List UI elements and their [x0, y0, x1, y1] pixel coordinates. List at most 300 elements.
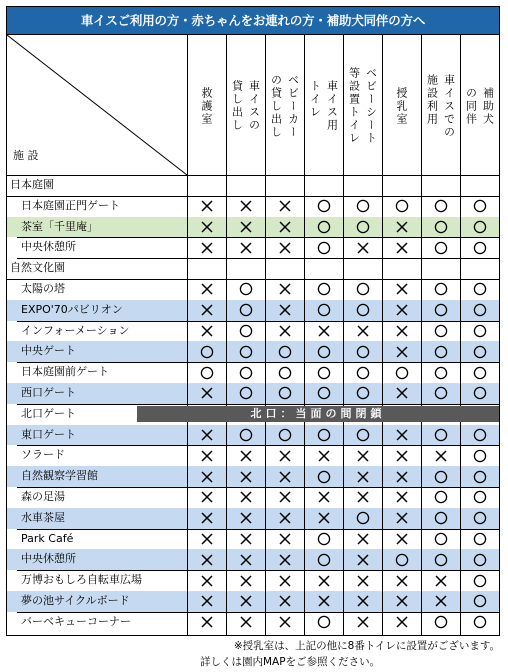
unavailable-cross-icon	[239, 199, 253, 213]
availability-cell	[460, 529, 499, 550]
availability-cell	[226, 549, 265, 570]
availability-cell	[421, 466, 460, 487]
availability-cell	[421, 445, 460, 466]
unavailable-cross-icon	[395, 282, 409, 296]
available-circle-icon	[317, 386, 331, 400]
availability-cell	[265, 445, 304, 466]
availability-cell	[187, 466, 226, 487]
availability-cell	[226, 508, 265, 529]
section-name: 自然文化園	[10, 261, 65, 275]
available-circle-icon	[317, 428, 331, 442]
column-header-text: 車イスの 貸し出し	[230, 80, 261, 132]
unavailable-cross-icon	[239, 220, 253, 234]
availability-cell	[265, 570, 304, 591]
facility-name: 西口ゲート	[21, 386, 76, 399]
available-circle-icon	[317, 282, 331, 296]
unavailable-cross-icon	[200, 324, 214, 338]
facility-name: 夢の池サイクルボード	[21, 594, 130, 607]
availability-cell	[382, 362, 421, 383]
unavailable-cross-icon	[395, 449, 409, 463]
availability-cell	[226, 279, 265, 300]
unavailable-cross-icon	[317, 449, 331, 463]
unavailable-cross-icon	[200, 594, 214, 608]
unavailable-cross-icon	[395, 303, 409, 317]
column-header	[265, 37, 304, 175]
available-circle-icon	[356, 282, 370, 296]
availability-cell	[304, 383, 343, 404]
availability-cell	[187, 362, 226, 383]
facility-name: 茶室「千里庵」	[21, 219, 98, 233]
available-circle-icon	[473, 511, 487, 525]
available-circle-icon	[473, 324, 487, 338]
facility-name: 自然観察学習館	[21, 469, 98, 483]
unavailable-cross-icon	[278, 511, 292, 525]
availability-cell	[421, 612, 460, 633]
availability-cell	[187, 217, 226, 238]
availability-cell	[265, 612, 304, 633]
facility-table	[6, 34, 500, 636]
availability-cell	[226, 570, 265, 591]
available-circle-icon	[278, 428, 292, 442]
availability-cell	[343, 570, 382, 591]
availability-cell	[343, 508, 382, 529]
availability-cell	[382, 529, 421, 550]
available-circle-icon	[434, 282, 448, 296]
column-divider	[382, 35, 383, 635]
availability-cell	[265, 508, 304, 529]
table-row	[7, 425, 499, 446]
available-circle-icon	[473, 241, 487, 255]
available-circle-icon	[239, 303, 253, 317]
unavailable-cross-icon	[395, 220, 409, 234]
available-circle-icon	[434, 553, 448, 567]
availability-cell	[226, 612, 265, 633]
column-header	[226, 37, 265, 175]
unavailable-cross-icon	[434, 594, 448, 608]
available-circle-icon	[434, 615, 448, 629]
availability-cell	[343, 612, 382, 633]
available-circle-icon	[434, 220, 448, 234]
note-line: ※授乳室は、上記の他に8番トイレに設置がございます。	[233, 640, 500, 652]
available-circle-icon	[473, 199, 487, 213]
table-row	[7, 612, 499, 633]
availability-cell	[421, 425, 460, 446]
availability-cell	[187, 570, 226, 591]
availability-cell	[421, 362, 460, 383]
column-divider	[421, 35, 422, 635]
unavailable-cross-icon	[239, 241, 253, 255]
availability-cell	[382, 237, 421, 258]
availability-cell	[304, 466, 343, 487]
availability-cell	[382, 570, 421, 591]
availability-cell	[460, 591, 499, 612]
column-header	[382, 37, 421, 175]
availability-cell	[343, 321, 382, 342]
available-circle-icon	[473, 470, 487, 484]
availability-cell	[226, 237, 265, 258]
facility-name: 中央休憩所	[21, 240, 76, 254]
facility-header-label: 施 設	[13, 149, 39, 162]
available-circle-icon	[317, 220, 331, 234]
availability-cell	[460, 487, 499, 508]
availability-cell	[304, 529, 343, 550]
availability-cell	[343, 487, 382, 508]
available-circle-icon	[200, 366, 214, 380]
column-header	[187, 37, 226, 175]
availability-cell	[226, 383, 265, 404]
available-circle-icon	[473, 615, 487, 629]
availability-cell	[304, 341, 343, 362]
note-line: 詳しくは園内MAPをご参照ください。	[200, 656, 381, 668]
column-header-text: 車イスでの 施設利用	[425, 73, 456, 139]
availability-cell	[382, 445, 421, 466]
facility-name: バーベキューコーナー	[21, 614, 131, 628]
unavailable-cross-icon	[239, 553, 253, 567]
availability-cell	[421, 383, 460, 404]
unavailable-cross-icon	[317, 324, 331, 338]
table-row	[7, 196, 499, 217]
availability-cell	[265, 549, 304, 570]
availability-cell	[304, 196, 343, 217]
unavailable-cross-icon	[239, 470, 253, 484]
table-row	[7, 362, 499, 383]
availability-cell	[460, 612, 499, 633]
available-circle-icon	[434, 303, 448, 317]
availability-cell	[304, 508, 343, 529]
availability-cell	[304, 591, 343, 612]
availability-cell	[343, 196, 382, 217]
availability-cell	[460, 549, 499, 570]
available-circle-icon	[473, 490, 487, 504]
available-circle-icon	[434, 386, 448, 400]
availability-cell	[187, 237, 226, 258]
table-row	[7, 570, 499, 591]
availability-cell	[421, 529, 460, 550]
available-circle-icon	[473, 386, 487, 400]
unavailable-cross-icon	[239, 532, 253, 546]
availability-cell	[382, 321, 421, 342]
availability-cell	[226, 341, 265, 362]
unavailable-cross-icon	[317, 490, 331, 504]
facility-name: Park Café	[21, 531, 74, 545]
section-row	[7, 258, 499, 279]
column-header-text: 車イス用 トイレ	[308, 80, 339, 132]
availability-cell	[304, 217, 343, 238]
unavailable-cross-icon	[278, 303, 292, 317]
availability-cell	[421, 570, 460, 591]
availability-cell	[460, 570, 499, 591]
unavailable-cross-icon	[200, 553, 214, 567]
availability-cell	[343, 445, 382, 466]
column-header-text: ベビーシート 等設置トイレ	[347, 67, 378, 145]
availability-cell	[265, 383, 304, 404]
unavailable-cross-icon	[317, 594, 331, 608]
available-circle-icon	[473, 532, 487, 546]
availability-cell	[265, 591, 304, 612]
availability-cell	[304, 570, 343, 591]
availability-cell	[460, 341, 499, 362]
unavailable-cross-icon	[356, 449, 370, 463]
available-circle-icon	[434, 366, 448, 380]
availability-cell	[187, 279, 226, 300]
column-header-text: ベビーカー の貸し出し	[269, 73, 300, 139]
availability-cell	[343, 300, 382, 321]
availability-cell	[226, 196, 265, 217]
availability-cell	[382, 508, 421, 529]
unavailable-cross-icon	[278, 282, 292, 296]
column-header-text: 授乳室	[395, 86, 408, 126]
availability-cell	[226, 529, 265, 550]
availability-cell	[187, 445, 226, 466]
available-circle-icon	[317, 345, 331, 359]
available-circle-icon	[395, 553, 409, 567]
available-circle-icon	[473, 303, 487, 317]
availability-cell	[460, 279, 499, 300]
availability-cell	[265, 217, 304, 238]
unavailable-cross-icon	[395, 470, 409, 484]
availability-cell	[382, 383, 421, 404]
availability-cell	[304, 487, 343, 508]
unavailable-cross-icon	[278, 532, 292, 546]
availability-cell	[343, 237, 382, 258]
available-circle-icon	[356, 220, 370, 234]
availability-cell	[421, 591, 460, 612]
availability-cell	[382, 300, 421, 321]
availability-cell	[421, 341, 460, 362]
unavailable-cross-icon	[200, 303, 214, 317]
unavailable-cross-icon	[317, 574, 331, 588]
facility-name: 太陽の塔	[21, 282, 65, 295]
availability-cell	[265, 321, 304, 342]
available-circle-icon	[473, 282, 487, 296]
table-row	[7, 217, 499, 238]
unavailable-cross-icon	[200, 490, 214, 504]
table-row	[7, 529, 499, 550]
available-circle-icon	[395, 199, 409, 213]
available-circle-icon	[239, 282, 253, 296]
available-circle-icon	[239, 345, 253, 359]
available-circle-icon	[317, 303, 331, 317]
notes	[170, 638, 500, 670]
availability-cell	[343, 549, 382, 570]
unavailable-cross-icon	[395, 386, 409, 400]
facility-name: 万博おもしろ自転車広場	[21, 573, 142, 587]
unavailable-cross-icon	[395, 532, 409, 546]
availability-cell	[265, 362, 304, 383]
unavailable-cross-icon	[395, 511, 409, 525]
column-divider	[226, 35, 227, 635]
availability-cell	[265, 196, 304, 217]
unavailable-cross-icon	[200, 282, 214, 296]
availability-cell	[265, 300, 304, 321]
availability-cell	[265, 279, 304, 300]
table-row	[7, 404, 499, 425]
unavailable-cross-icon	[278, 553, 292, 567]
availability-cell	[382, 612, 421, 633]
available-circle-icon	[239, 386, 253, 400]
unavailable-cross-icon	[278, 490, 292, 504]
unavailable-cross-icon	[200, 574, 214, 588]
column-header	[304, 37, 343, 175]
facility-name: ソラード	[21, 448, 65, 462]
available-circle-icon	[473, 553, 487, 567]
availability-cell	[226, 487, 265, 508]
availability-cell	[226, 591, 265, 612]
unavailable-cross-icon	[395, 241, 409, 255]
availability-cell	[460, 445, 499, 466]
availability-cell	[187, 341, 226, 362]
unavailable-cross-icon	[200, 470, 214, 484]
available-circle-icon	[317, 241, 331, 255]
availability-cell	[382, 425, 421, 446]
unavailable-cross-icon	[200, 199, 214, 213]
table-row	[7, 549, 499, 570]
facility-name: インフォーメーション	[21, 323, 130, 337]
column-divider	[187, 35, 188, 635]
column-header-text: 救護室	[200, 86, 213, 126]
unavailable-cross-icon	[278, 594, 292, 608]
availability-cell	[304, 321, 343, 342]
unavailable-cross-icon	[356, 241, 370, 255]
column-divider	[343, 35, 344, 635]
available-circle-icon	[317, 366, 331, 380]
availability-cell	[304, 445, 343, 466]
table-row	[7, 341, 499, 362]
unavailable-cross-icon	[278, 449, 292, 463]
unavailable-cross-icon	[239, 511, 253, 525]
table-row	[7, 487, 499, 508]
availability-cell	[187, 300, 226, 321]
unavailable-cross-icon	[434, 449, 448, 463]
column-divider	[304, 35, 305, 635]
availability-cell	[304, 237, 343, 258]
available-circle-icon	[473, 220, 487, 234]
table-row	[7, 383, 499, 404]
availability-cell	[304, 300, 343, 321]
availability-cell	[460, 321, 499, 342]
unavailable-cross-icon	[395, 594, 409, 608]
availability-cell	[304, 612, 343, 633]
available-circle-icon	[356, 199, 370, 213]
availability-cell	[304, 425, 343, 446]
unavailable-cross-icon	[356, 553, 370, 567]
column-header-text: 補助犬 の同伴	[464, 86, 495, 126]
availability-cell	[382, 487, 421, 508]
unavailable-cross-icon	[356, 490, 370, 504]
unavailable-cross-icon	[200, 428, 214, 442]
available-circle-icon	[434, 199, 448, 213]
availability-cell	[226, 425, 265, 446]
available-circle-icon	[317, 199, 331, 213]
table-row	[7, 321, 499, 342]
availability-cell	[460, 508, 499, 529]
availability-cell	[382, 341, 421, 362]
unavailable-cross-icon	[278, 615, 292, 629]
closure-banner: 北口：当面の間閉鎖	[137, 406, 499, 422]
availability-cell	[265, 237, 304, 258]
availability-cell	[187, 487, 226, 508]
available-circle-icon	[434, 241, 448, 255]
available-circle-icon	[356, 366, 370, 380]
unavailable-cross-icon	[200, 449, 214, 463]
unavailable-cross-icon	[278, 199, 292, 213]
availability-cell	[187, 425, 226, 446]
unavailable-cross-icon	[200, 615, 214, 629]
facility-name: 東口ゲート	[21, 427, 76, 441]
available-circle-icon	[356, 303, 370, 317]
facility-name: 中央休憩所	[21, 552, 76, 566]
availability-cell	[187, 196, 226, 217]
availability-cell	[187, 508, 226, 529]
unavailable-cross-icon	[317, 511, 331, 525]
unavailable-cross-icon	[395, 324, 409, 338]
unavailable-cross-icon	[278, 241, 292, 255]
available-circle-icon	[473, 428, 487, 442]
availability-cell	[304, 549, 343, 570]
availability-cell	[226, 321, 265, 342]
available-circle-icon	[239, 324, 253, 338]
unavailable-cross-icon	[356, 594, 370, 608]
unavailable-cross-icon	[200, 220, 214, 234]
available-circle-icon	[434, 428, 448, 442]
availability-cell	[187, 529, 226, 550]
availability-cell	[421, 508, 460, 529]
unavailable-cross-icon	[356, 615, 370, 629]
availability-cell	[382, 466, 421, 487]
unavailable-cross-icon	[200, 532, 214, 546]
column-header	[421, 37, 460, 175]
unavailable-cross-icon	[200, 511, 214, 525]
unavailable-cross-icon	[200, 386, 214, 400]
available-circle-icon	[317, 532, 331, 546]
availability-cell	[265, 487, 304, 508]
available-circle-icon	[239, 428, 253, 442]
available-circle-icon	[239, 366, 253, 380]
availability-cell	[226, 445, 265, 466]
availability-cell	[265, 466, 304, 487]
availability-cell	[265, 529, 304, 550]
availability-cell	[343, 279, 382, 300]
available-circle-icon	[473, 345, 487, 359]
unavailable-cross-icon	[239, 615, 253, 629]
available-circle-icon	[356, 511, 370, 525]
availability-cell	[382, 279, 421, 300]
availability-cell	[343, 425, 382, 446]
table-row	[7, 237, 499, 258]
facility-name: 森の足湯	[21, 490, 65, 503]
availability-cell	[187, 549, 226, 570]
available-circle-icon	[356, 345, 370, 359]
availability-cell	[304, 362, 343, 383]
available-circle-icon	[434, 490, 448, 504]
unavailable-cross-icon	[278, 574, 292, 588]
availability-cell	[187, 321, 226, 342]
unavailable-cross-icon	[239, 594, 253, 608]
available-circle-icon	[434, 532, 448, 546]
availability-cell	[421, 321, 460, 342]
unavailable-cross-icon	[239, 490, 253, 504]
availability-cell	[421, 549, 460, 570]
available-circle-icon	[473, 366, 487, 380]
available-circle-icon	[473, 574, 487, 588]
availability-cell	[460, 217, 499, 238]
section-row	[7, 175, 499, 196]
unavailable-cross-icon	[278, 470, 292, 484]
availability-cell	[343, 529, 382, 550]
available-circle-icon	[434, 511, 448, 525]
availability-cell	[382, 196, 421, 217]
availability-cell	[187, 383, 226, 404]
